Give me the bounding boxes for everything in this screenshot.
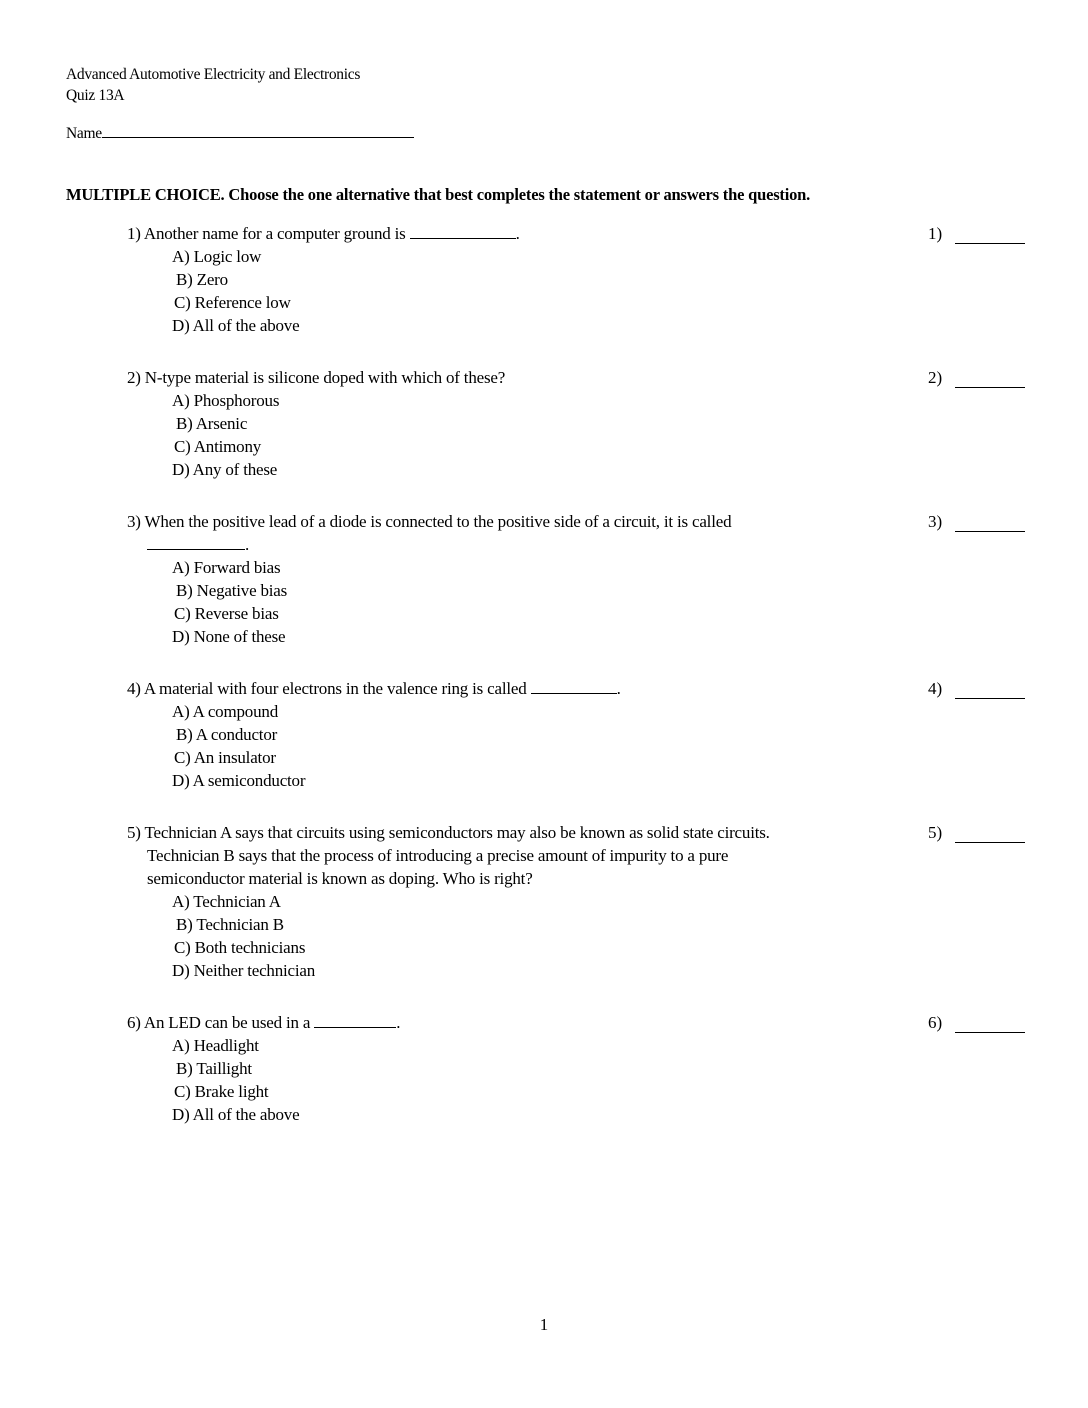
- answer-4[interactable]: 4): [928, 677, 942, 700]
- option-c: C) Brake light: [174, 1082, 269, 1101]
- option-c: C) Both technicians: [174, 938, 306, 957]
- answer-6[interactable]: 6): [928, 1011, 942, 1034]
- question-stem: 2) N-type material is silicone doped with which of these?: [127, 368, 506, 387]
- option-b: B) Zero: [176, 270, 228, 289]
- fill-blank: [531, 693, 617, 694]
- fill-blank: [147, 549, 245, 550]
- name-field: [66, 125, 414, 143]
- instructions: MULTIPLE CHOICE. Choose the one alternative that best completes the statement or answers the question.: [66, 185, 811, 204]
- answer-blank[interactable]: [955, 842, 1025, 843]
- page-number: 1: [539, 1315, 549, 1334]
- option-c: C) Reference low: [174, 293, 291, 312]
- option-a: A) A compound: [172, 702, 279, 721]
- question-stem-continued: semiconductor material is known as doping. Who is right?: [147, 869, 533, 888]
- question-6: [127, 1011, 400, 1126]
- option-b: B) Technician B: [176, 915, 284, 934]
- answer-1[interactable]: 1): [928, 222, 942, 245]
- answer-blank[interactable]: [955, 1032, 1025, 1033]
- option-d: D) All of the above: [172, 316, 300, 335]
- option-a: A) Technician A: [172, 892, 281, 911]
- answer-5[interactable]: 5): [928, 821, 942, 844]
- question-stem: 1) Another name for a computer ground is .: [127, 224, 520, 243]
- question-2: [127, 366, 505, 481]
- option-b: B) Arsenic: [176, 414, 248, 433]
- question-stem: 4) A material with four electrons in the valence ring is called .: [127, 679, 621, 698]
- option-a: A) Headlight: [172, 1036, 259, 1055]
- answer-blank[interactable]: [955, 387, 1025, 388]
- name-blank[interactable]: [102, 137, 414, 138]
- option-b: B) A conductor: [176, 725, 278, 744]
- name-label: Name: [66, 125, 102, 142]
- option-c: C) Reverse bias: [174, 604, 279, 623]
- fill-blank: [314, 1027, 396, 1028]
- option-d: D) All of the above: [172, 1105, 300, 1124]
- option-d: D) None of these: [172, 627, 286, 646]
- option-c: C) An insulator: [174, 748, 276, 767]
- question-stem: 3) When the positive lead of a diode is connected to the positive side of a circuit, it is called: [127, 512, 732, 531]
- question-stem: 5) Technician A says that circuits using semiconductors may also be known as solid state circuits.: [127, 823, 770, 842]
- answer-blank[interactable]: [955, 698, 1025, 699]
- answer-3[interactable]: 3): [928, 510, 942, 533]
- option-a: A) Phosphorous: [172, 391, 280, 410]
- option-d: D) A semiconductor: [172, 771, 306, 790]
- question-5: [127, 821, 770, 982]
- quiz-title: Quiz 13A: [66, 87, 125, 104]
- fill-blank: [410, 238, 516, 239]
- question-3: [127, 510, 731, 648]
- answer-2[interactable]: 2): [928, 366, 942, 389]
- question-4: [127, 677, 621, 792]
- option-b: B) Taillight: [176, 1059, 252, 1078]
- question-1: [127, 222, 520, 337]
- question-stem-continued: Technician B says that the process of introducing a precise amount of impurity to a pure: [147, 846, 729, 865]
- answer-blank[interactable]: [955, 531, 1025, 532]
- question-stem-continued: .: [127, 533, 731, 556]
- option-d: D) Neither technician: [172, 961, 316, 980]
- option-a: A) Logic low: [172, 247, 262, 266]
- option-a: A) Forward bias: [172, 558, 281, 577]
- option-d: D) Any of these: [172, 460, 278, 479]
- option-c: C) Antimony: [174, 437, 262, 456]
- option-b: B) Negative bias: [176, 581, 288, 600]
- question-stem: 6) An LED can be used in a .: [127, 1013, 401, 1032]
- answer-blank[interactable]: [955, 243, 1025, 244]
- course-title: Advanced Automotive Electricity and Electronics: [66, 66, 361, 83]
